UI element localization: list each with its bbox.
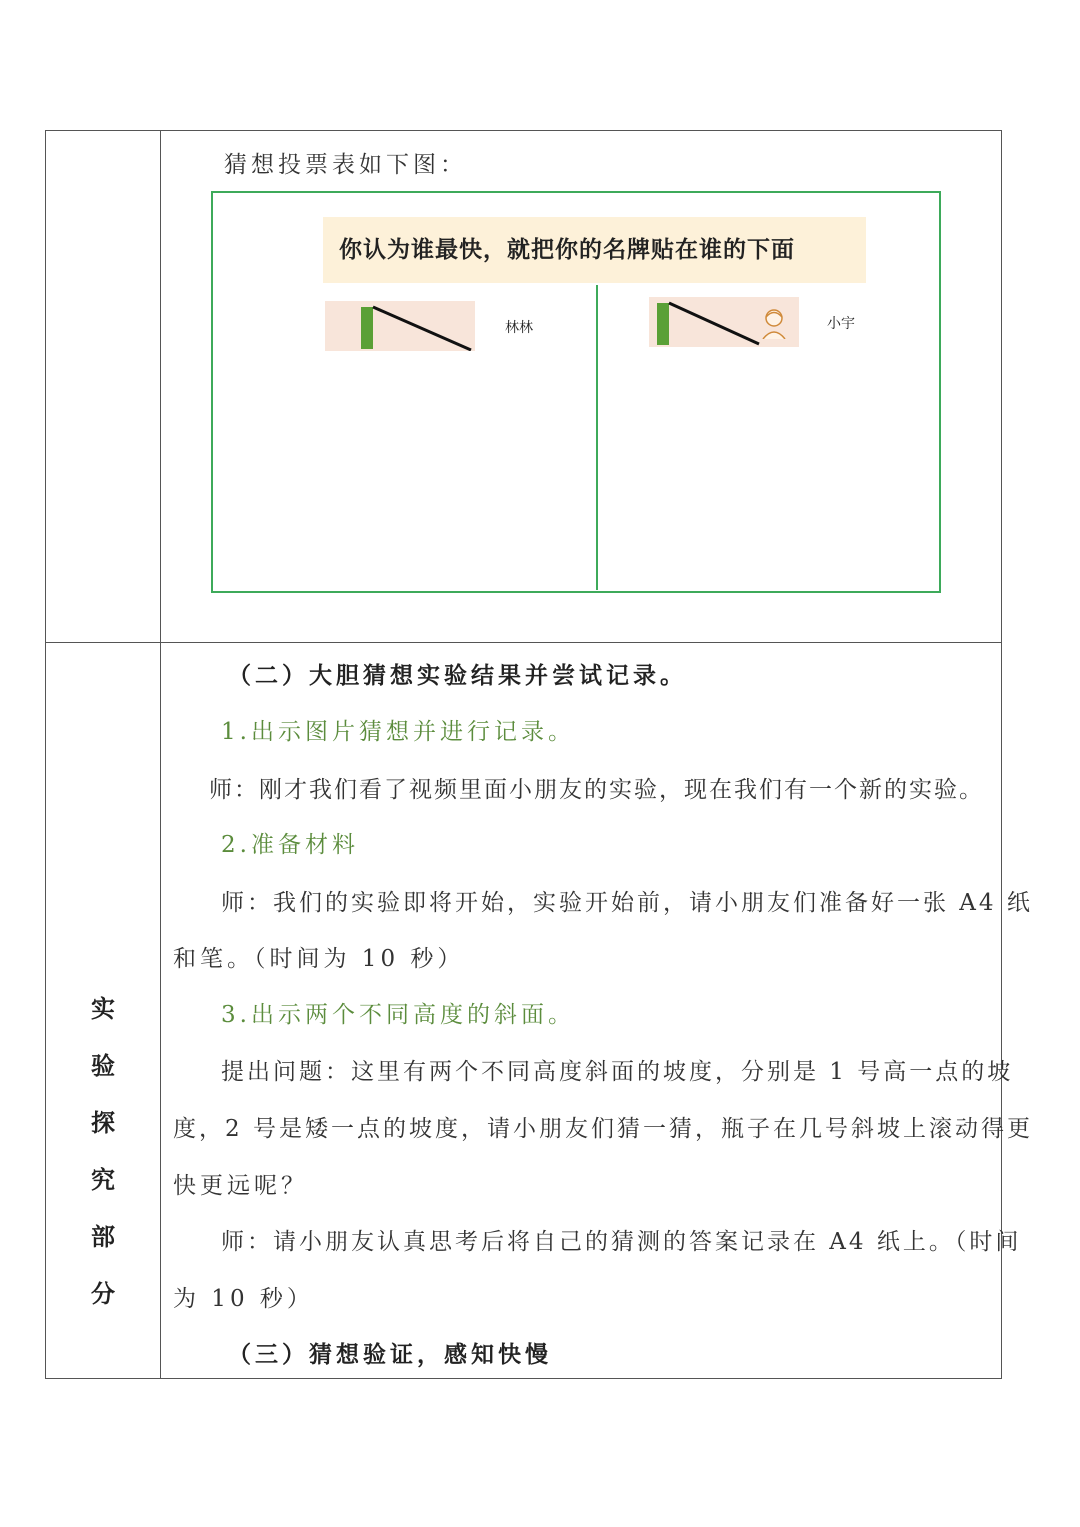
- ramp-left: [325, 301, 475, 351]
- poll-divider: [596, 285, 598, 590]
- section2-heading: （二）大胆猜想实验结果并尝试记录。: [228, 662, 687, 689]
- candidate-name-left: 林林: [505, 320, 533, 336]
- side-label-char: 部: [91, 1222, 115, 1251]
- para-line: 师：刚才我们看了视频里面小朋友的实验，现在我们有一个新的实验。: [209, 777, 984, 803]
- poll-banner: 你认为谁最快，就把你的名牌贴在谁的下面: [323, 217, 866, 283]
- lesson-table: [45, 130, 1033, 1379]
- side-label-char: 究: [91, 1165, 115, 1194]
- para-line: 提出问题：这里有两个不同高度斜面的坡度，分别是 1 号高一点的坡: [221, 1059, 1014, 1085]
- section3-heading: （三）猜想验证，感知快慢: [228, 1341, 552, 1368]
- ramp-slope: [325, 301, 475, 351]
- step2-title: 2.准备材料: [221, 832, 359, 858]
- step3-title: 3.出示两个不同高度的斜面。: [221, 1002, 575, 1028]
- para-line: 师：请小朋友认真思考后将自己的猜测的答案记录在 A4 纸上。（时间: [221, 1229, 1022, 1255]
- para-line: 和笔。（时间为 10 秒）: [173, 946, 465, 972]
- para-line: 师：我们的实验即将开始，实验开始前，请小朋友们准备好一张 A4 纸: [221, 890, 1033, 916]
- para-line: 度，2 号是矮一点的坡度，请小朋友们猜一猜，瓶子在几号斜坡上滚动得更: [173, 1116, 1033, 1142]
- poll-board: [211, 191, 941, 593]
- para-line: 快更远呢？: [173, 1173, 308, 1199]
- row-divider: [46, 642, 1001, 643]
- intro-text: 猜想投票表如下图：: [224, 152, 467, 178]
- para-line: 为 10 秒）: [173, 1286, 314, 1312]
- side-label-char: 实: [91, 994, 115, 1023]
- boy-avatar-icon: [759, 305, 789, 339]
- candidate-name-right: 小宇: [827, 316, 855, 332]
- side-label-char: 分: [91, 1279, 115, 1308]
- side-label-char: 探: [91, 1108, 115, 1137]
- side-label-char: 验: [91, 1051, 115, 1080]
- column-divider: [160, 131, 161, 1378]
- step1-title: 1.出示图片猜想并进行记录。: [221, 719, 575, 745]
